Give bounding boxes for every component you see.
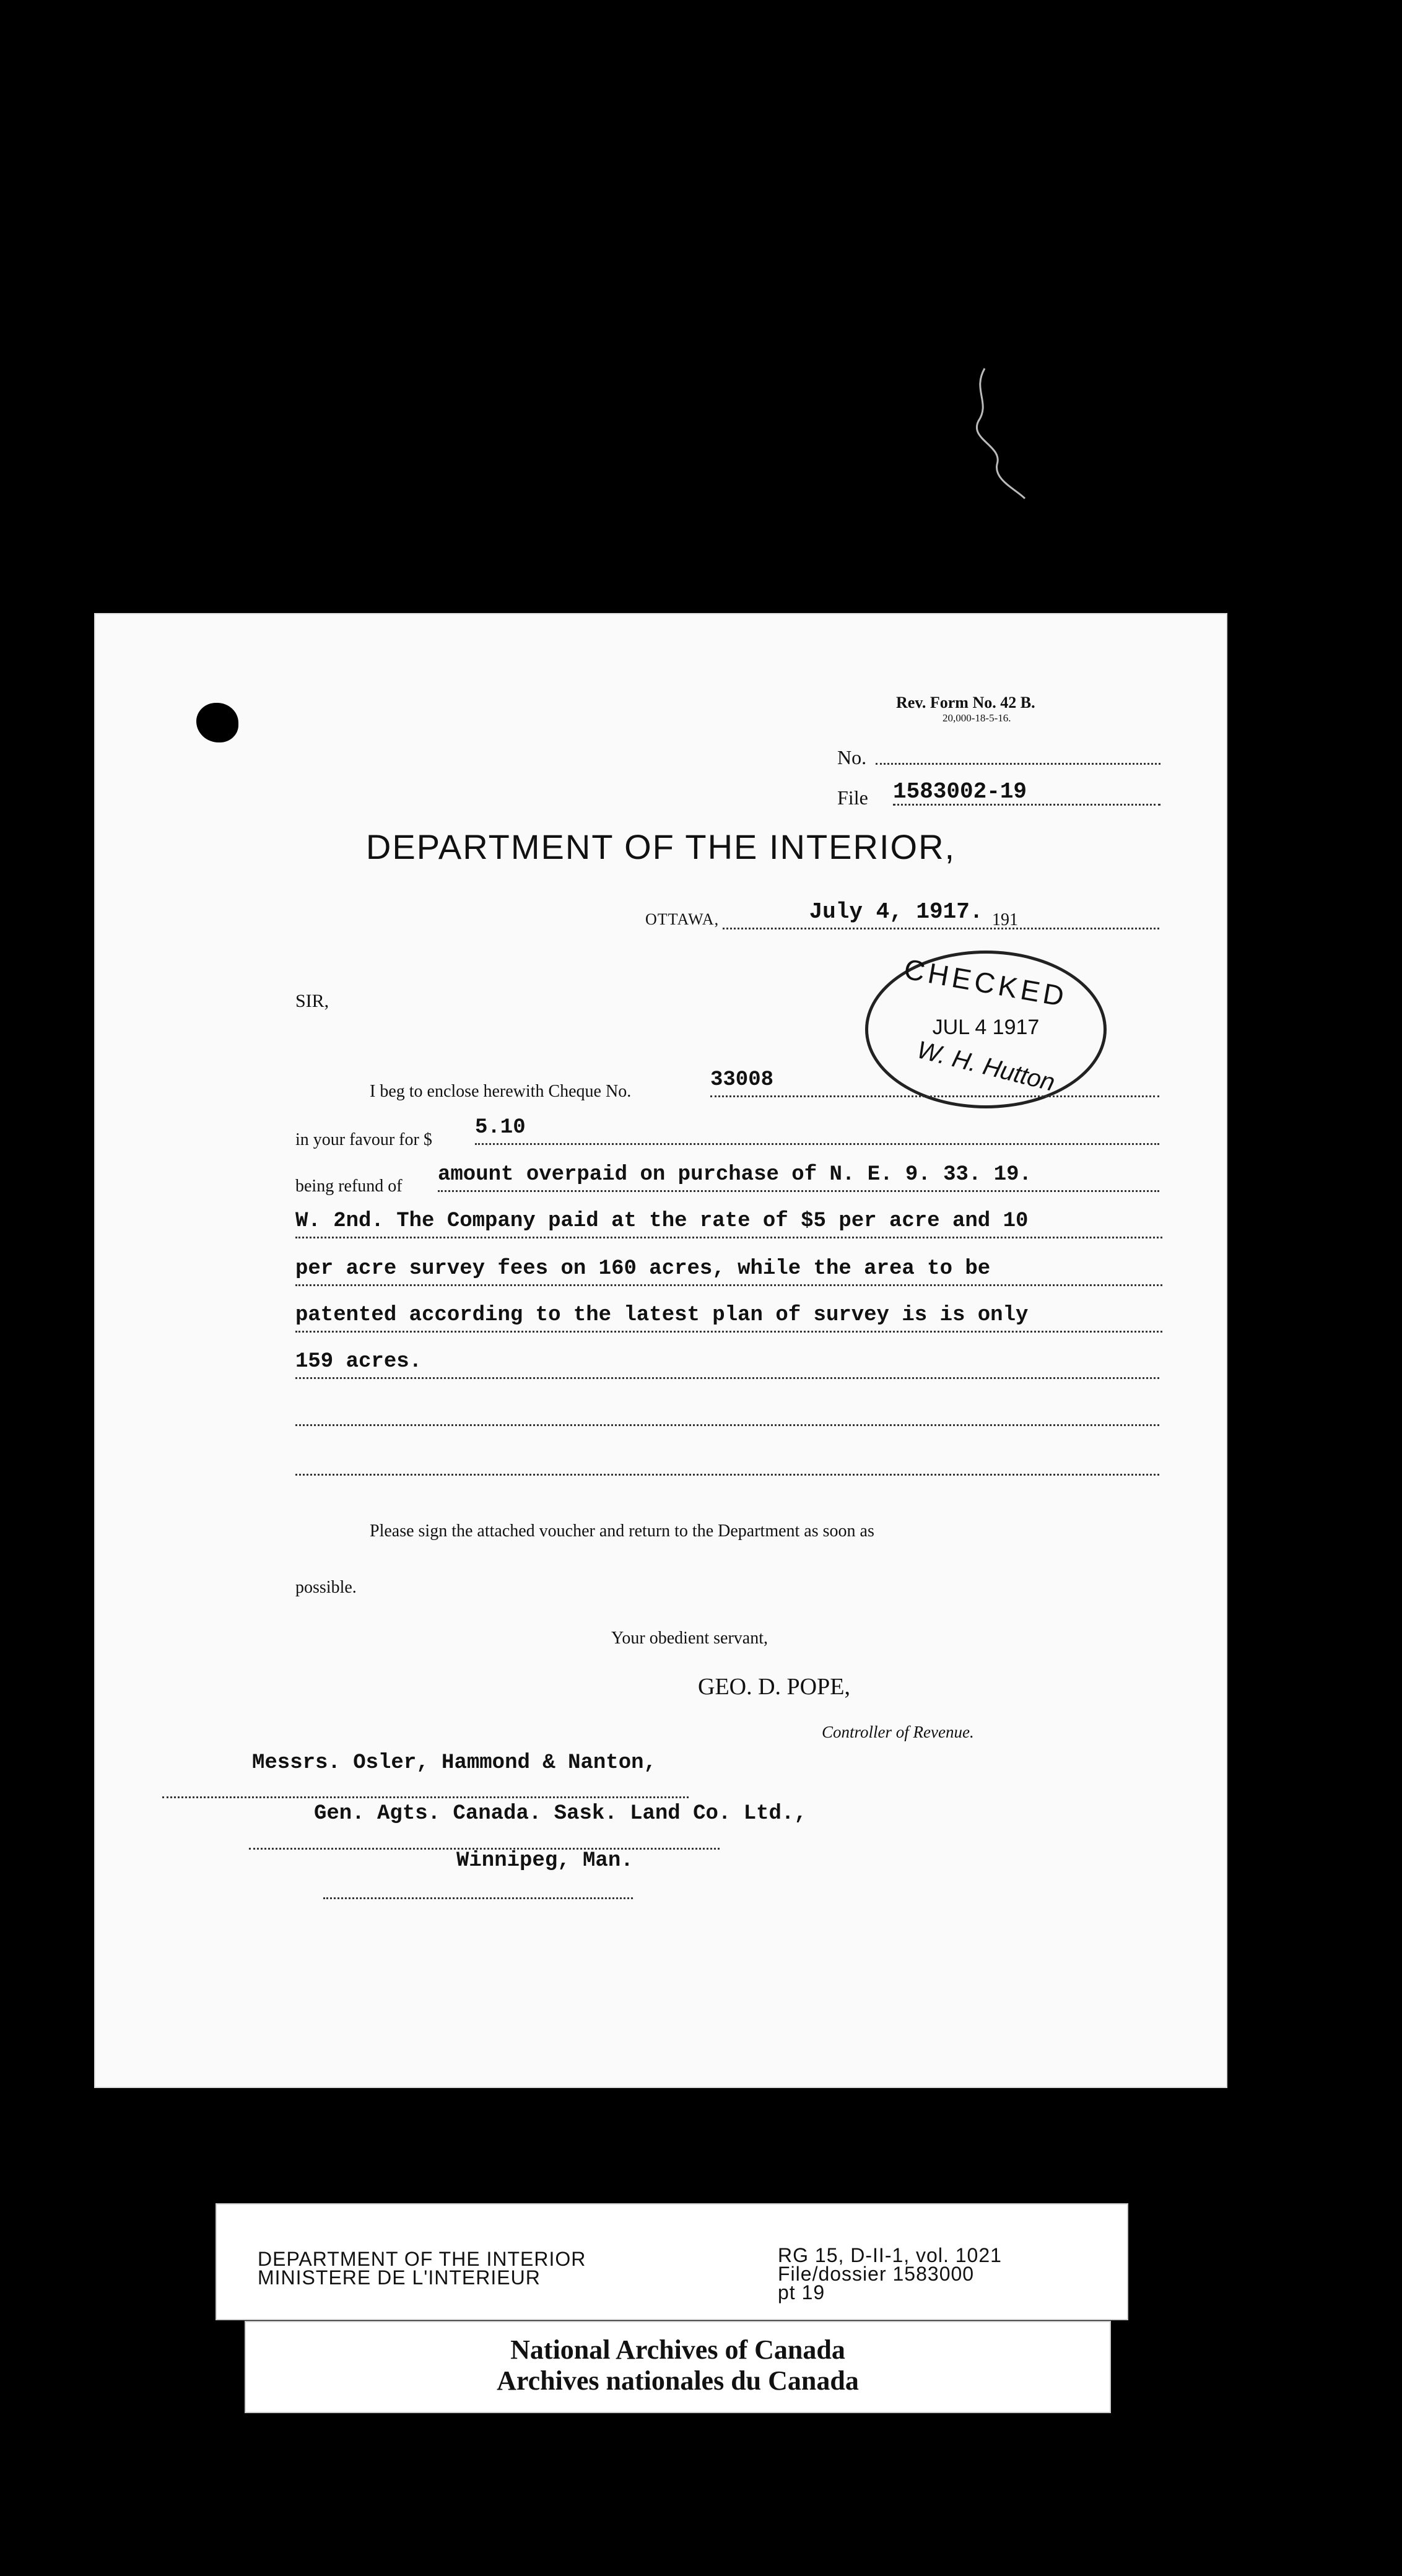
address-line-1: Messrs. Osler, Hammond & Nanton, bbox=[252, 1751, 656, 1775]
department-title: DEPARTMENT OF THE INTERIOR, bbox=[365, 827, 956, 866]
refund-reason-line-5: 159 acres. bbox=[295, 1350, 1159, 1379]
no-label: No. bbox=[837, 746, 867, 768]
year-suffix: 191 bbox=[992, 910, 1018, 929]
stamp-signature: W. H. Hutton bbox=[914, 1036, 1058, 1097]
file-label: File bbox=[837, 786, 868, 809]
cheque-text: I beg to enclose herewith Cheque No. bbox=[370, 1082, 632, 1101]
cheque-number: 33008 bbox=[710, 1068, 1159, 1097]
letter-page bbox=[94, 613, 1227, 2088]
no-field bbox=[876, 763, 1160, 765]
reference-line-1: RG 15, D-II-1, vol. 1021 bbox=[778, 2244, 1002, 2266]
archive-reference-label bbox=[216, 2203, 1128, 2320]
label-department bbox=[258, 2250, 586, 2287]
closing: Your obedient servant, bbox=[611, 1629, 768, 1648]
national-archives-label bbox=[245, 2321, 1111, 2413]
stamp-date: JUL 4 1917 bbox=[932, 1016, 1040, 1039]
dept-french: MINISTERE DE L'INTERIEUR bbox=[258, 2266, 541, 2289]
address-line-2: Gen. Agts. Canada. Sask. Land Co. Ltd., bbox=[314, 1802, 807, 1825]
salutation: SIR, bbox=[295, 991, 329, 1011]
instruction-text-end: possible. bbox=[295, 1578, 357, 1597]
label-reference bbox=[778, 2246, 1002, 2302]
signer-name: GEO. D. POPE, bbox=[698, 1674, 850, 1700]
refund-reason-line-2: W. 2nd. The Company paid at the rate of $5 per acre and 10 bbox=[295, 1209, 1162, 1238]
form-code: 20,000-18-5-16. bbox=[943, 712, 1011, 724]
favour-text: in your favour for $ bbox=[295, 1130, 432, 1149]
letter-date: July 4, 1917. bbox=[809, 899, 983, 925]
refund-label: being refund of bbox=[295, 1177, 403, 1196]
refund-reason-line-4: patented according to the latest plan of survey is is only bbox=[295, 1303, 1162, 1333]
form-number: Rev. Form No. 42 B. bbox=[896, 694, 1035, 711]
archives-french: Archives nationales du Canada bbox=[497, 2365, 859, 2396]
file-number: 1583002-19 bbox=[893, 779, 1160, 806]
date-field-line bbox=[723, 928, 1159, 929]
ottawa-label: OTTAWA, bbox=[645, 910, 720, 928]
address-line-rule bbox=[323, 1870, 633, 1899]
refund-reason-line-1: amount overpaid on purchase of N. E. 9. 33. 19. bbox=[438, 1163, 1159, 1192]
refund-reason-line-3: per acre survey fees on 160 acres, while the area to be bbox=[295, 1257, 1162, 1286]
instruction-text: Please sign the attached voucher and return to the Department as soon as bbox=[370, 1521, 874, 1541]
blank-line bbox=[295, 1424, 1159, 1426]
punch-hole bbox=[196, 703, 238, 742]
reference-line-2: File/dossier 1583000 bbox=[778, 2263, 975, 2285]
paper-crack-mark bbox=[966, 365, 1034, 502]
reference-line-3: pt 19 bbox=[778, 2281, 825, 2304]
dept-english: DEPARTMENT OF THE INTERIOR bbox=[258, 2248, 586, 2270]
signer-title: Controller of Revenue. bbox=[822, 1723, 974, 1741]
refund-amount: 5.10 bbox=[475, 1116, 1159, 1145]
archives-english: National Archives of Canada bbox=[510, 2334, 845, 2365]
address-line-3: Winnipeg, Man. bbox=[456, 1849, 634, 1873]
stamp-checked: CHECKED bbox=[902, 952, 1070, 1013]
blank-line bbox=[295, 1474, 1159, 1476]
